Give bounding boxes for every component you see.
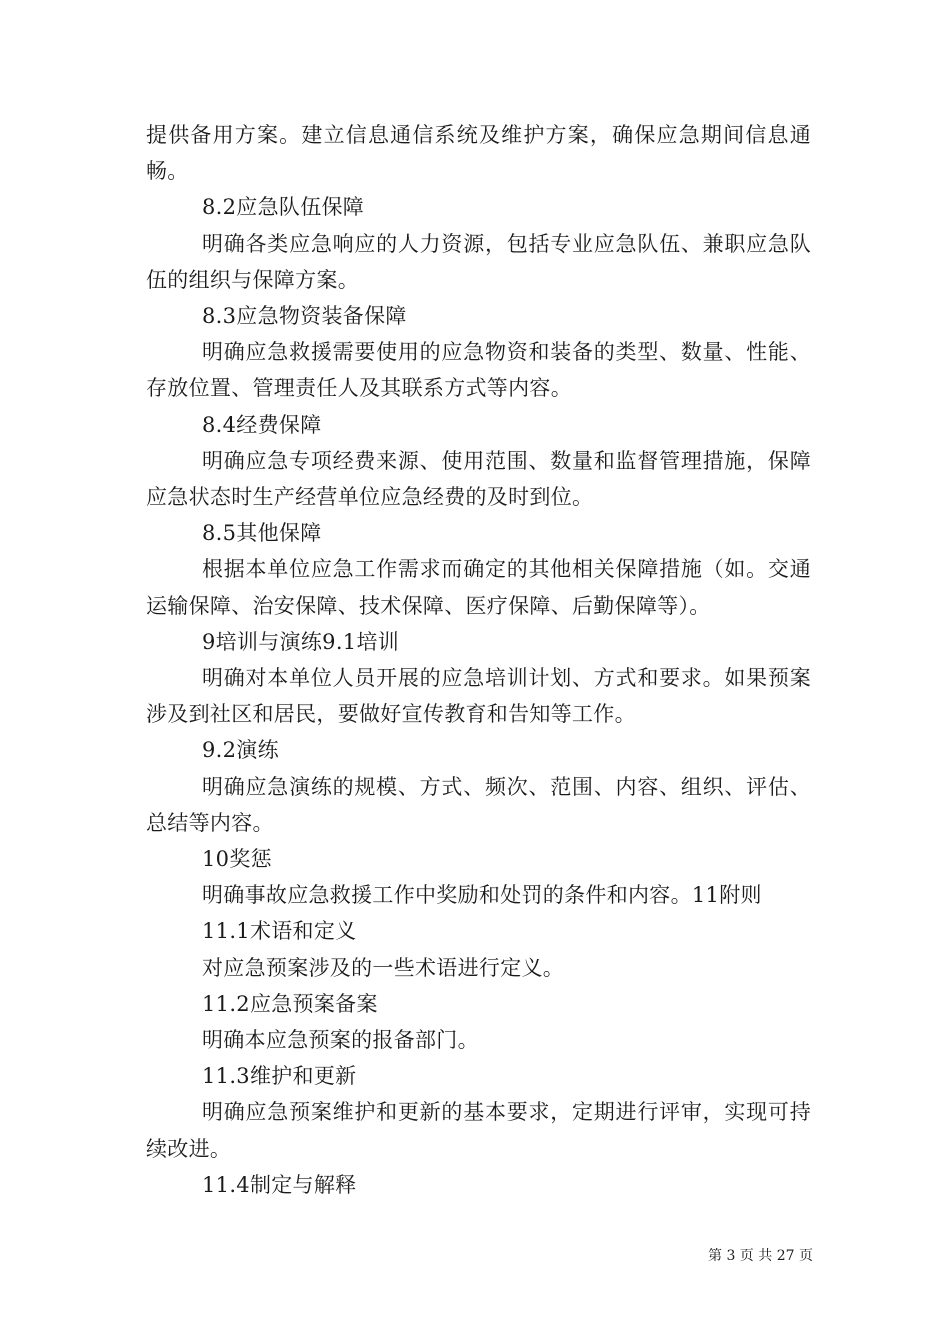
section-heading: 11.3维护和更新 — [202, 1064, 357, 1089]
section-heading: 9.2演练 — [202, 738, 279, 763]
paragraph: 明确应急预案维护和更新的基本要求，定期进行评审，实现可持续改进。 — [146, 1100, 811, 1161]
paragraph: 明确对本单位人员开展的应急培训计划、方式和要求。如果预案涉及到社区和居民，要做好宣传教育和告知等工作。 — [146, 666, 811, 727]
section-heading: 8.3应急物资装备保障 — [202, 304, 407, 329]
section-heading: 8.5其他保障 — [202, 521, 322, 546]
paragraph: 明确事故应急救援工作中奖励和处罚的条件和内容。11附则 — [202, 883, 762, 908]
paragraph: 明确应急演练的规模、方式、频次、范围、内容、组织、评估、总结等内容。 — [146, 774, 811, 835]
paragraph: 明确各类应急响应的人力资源，包括专业应急队伍、兼职应急队伍的组织与保障方案。 — [146, 231, 811, 292]
section-heading: 10奖惩 — [202, 847, 272, 872]
paragraph: 提供备用方案。建立信息通信系统及维护方案，确保应急期间信息通畅。 — [146, 123, 811, 184]
paragraph: 明确应急专项经费来源、使用范围、数量和监督管理措施，保障应急状态时生产经营单位应急经费的及时到位。 — [146, 448, 811, 510]
paragraph: 对应急预案涉及的一些术语进行定义。 — [202, 955, 565, 980]
document-body — [146, 117, 811, 1203]
section-heading: 11.1术语和定义 — [202, 919, 357, 944]
page-number-footer: 第 3 页 共 27 页 — [708, 1248, 813, 1264]
section-heading: 11.2应急预案备案 — [202, 991, 378, 1016]
paragraph: 明确本应急预案的报备部门。 — [202, 1028, 479, 1053]
paragraph: 明确应急救援需要使用的应急物资和装备的类型、数量、性能、存放位置、管理责任人及其联系方式等内容。 — [146, 340, 811, 401]
section-heading: 8.4经费保障 — [202, 412, 322, 437]
section-heading: 8.2应急队伍保障 — [202, 195, 365, 220]
section-heading: 9培训与演练9.1培训 — [202, 629, 400, 654]
paragraph: 根据本单位应急工作需求而确定的其他相关保障措施（如。交通运输保障、治安保障、技术保障、医疗保障、后勤保障等）。 — [146, 557, 811, 618]
section-heading: 11.4制定与解释 — [202, 1172, 357, 1197]
